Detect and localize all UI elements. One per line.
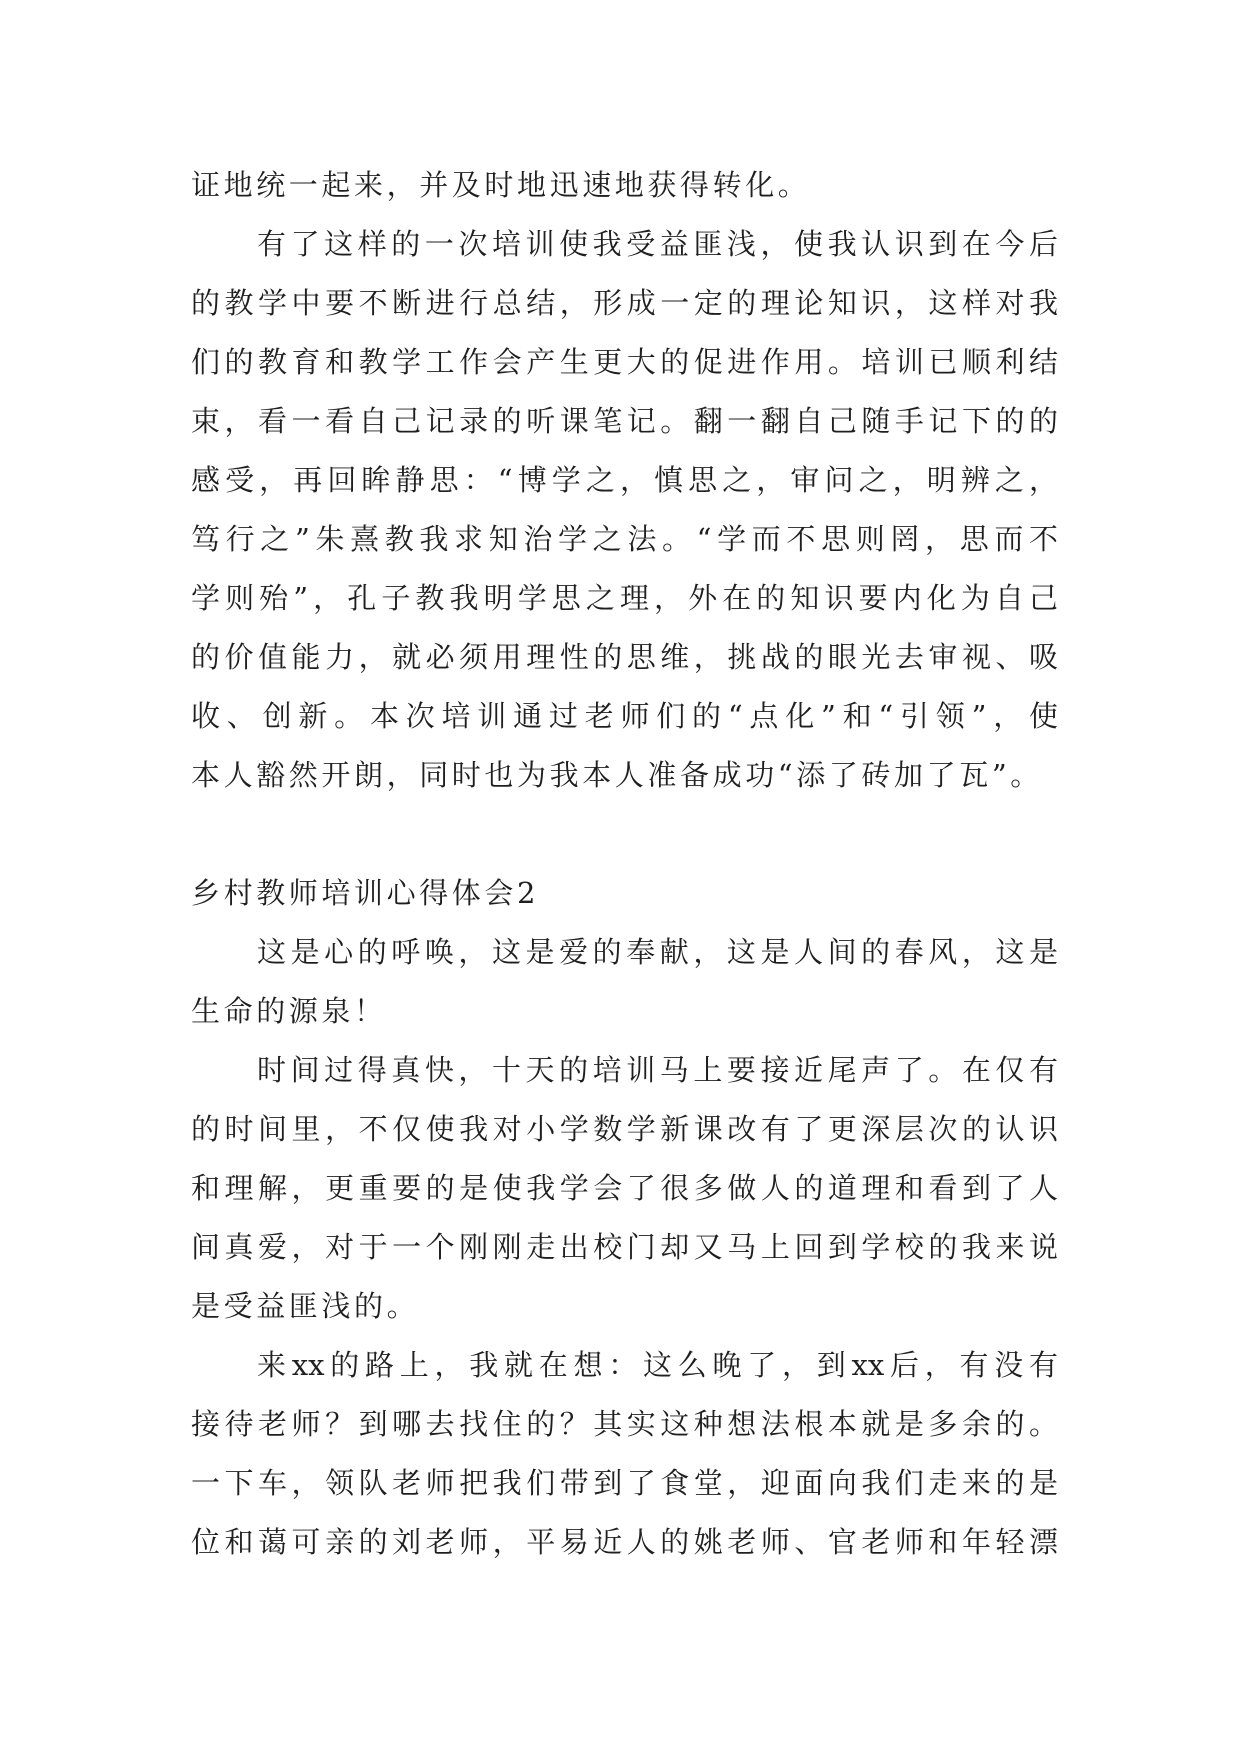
text-line: 的教学中要不断进行总结，形成一定的理论知识，这样对我: [191, 286, 1058, 320]
text-line: 有了这样的一次培训使我受益匪浅，使我认识到在今后: [257, 227, 1058, 261]
text-line: 时间过得真快，十天的培训马上要接近尾声了。在仅有: [257, 1053, 1058, 1087]
text-line: 证地统一起来，并及时地迅速地获得转化。: [191, 168, 811, 202]
text-line: 一下车，领队老师把我们带到了食堂，迎面向我们走来的是: [191, 1466, 1058, 1500]
paragraph: [191, 923, 1241, 1041]
text-line: 笃行之”朱熹教我求知治学之法。“学而不思则罔，思而不: [191, 522, 1058, 556]
paragraph: [191, 1336, 1241, 1572]
text-line: 间真爱，对于一个刚刚走出校门却又马上回到学校的我来说: [191, 1230, 1058, 1264]
text-line: 感受，再回眸静思：“博学之，慎思之，审问之，明辨之，: [191, 463, 1058, 497]
section-title: 乡村教师培训心得体会2: [191, 876, 540, 910]
text-line: 的价值能力，就必须用理性的思维，挑战的眼光去审视、吸: [191, 640, 1058, 674]
text-line: 收、创新。本次培训通过老师们的“点化”和“引领”，使: [191, 699, 1058, 733]
paragraph: [191, 215, 1241, 805]
text-line: 生命的源泉！: [191, 994, 387, 1028]
text-line: 学则殆”，孔子教我明学思之理，外在的知识要内化为自己: [191, 581, 1058, 615]
paragraph: [191, 156, 1241, 215]
text-line: 这是心的呼唤，这是爱的奉献，这是人间的春风，这是: [257, 935, 1058, 969]
document-section-2: [191, 864, 1241, 1572]
text-line: 们的教育和教学工作会产生更大的促进作用。培训已顺利结: [191, 345, 1058, 379]
text-line: 来xx的路上，我就在想：这么晚了，到xx后，有没有: [257, 1348, 1058, 1382]
paragraph: [191, 1041, 1241, 1336]
text-line: 是受益匪浅的。: [191, 1289, 420, 1323]
text-line: 的时间里，不仅使我对小学数学新课改有了更深层次的认识: [191, 1112, 1058, 1146]
text-line: 束，看一看自己记录的听课笔记。翻一翻自己随手记下的的: [191, 404, 1058, 438]
document-section-1: [191, 156, 1241, 805]
text-line: 和理解，更重要的是使我学会了很多做人的道理和看到了人: [191, 1171, 1058, 1205]
text-line: 位和蔼可亲的刘老师，平易近人的姚老师、官老师和年轻漂: [191, 1525, 1058, 1559]
text-line: 本人豁然开朗，同时也为我本人准备成功“添了砖加了瓦”。: [191, 758, 1043, 792]
text-line: 接待老师？到哪去找住的？其实这种想法根本就是多余的。: [191, 1407, 1058, 1441]
